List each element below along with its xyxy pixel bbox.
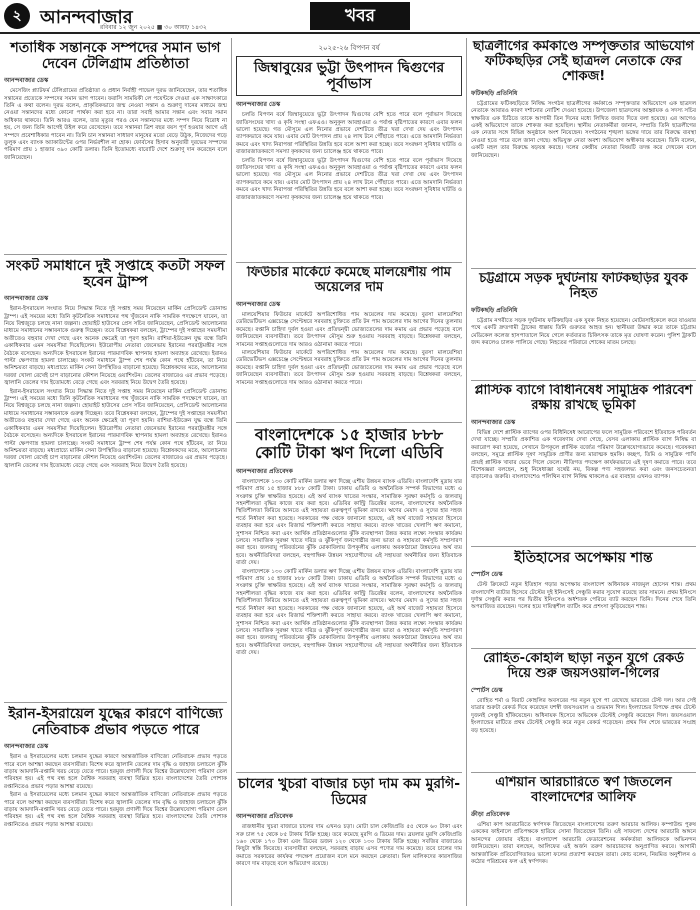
article-byline: আনন্দবাজার প্রতিবেদক — [236, 467, 293, 475]
article-body: ইরান ও ইসরায়েলের মধ্যে চলমান যুদ্ধের কারণে আন্তর্জাতিক বাণিজ্যে নেতিবাচক প্রভাব পড়তে পারে বলে আশঙ্কা করছেন ব্যবসায়ীরা। বিশেষ করে জ্বালানি তেলের দাম বৃদ্ধি ও জাহাজ চলাচলে ঝুঁকি বাড়ায় আমদানি-রপ্তানি খরচ বেড়ে যেতে পারে। হরমুজ প্রণালী দিয়ে বিশ্বের উল্লেখযোগ্য পরিমাণ তেল পরিবহন হয়। এই পথ বন্ধ হলে বৈশ্বিক সরবরাহ ব্যবস্থা বিঘ্নিত হবে। বাংলাদেশের তৈরি পোশাক রপ্তানিতেও প্রভাব পড়ার আশঙ্কা রয়েছে। ইরান ও ইসরায়েলের মধ্যে চলমান যুদ্ধের কারণে আন্তর্জাতিক বাণিজ্যে নেতিবাচক প্রভাব পড়তে পারে বলে আশঙ্কা করছেন ব্যবসায়ীরা। বিশেষ করে জ্বালানি তেলের দাম বৃদ্ধি ও জাহাজ চলাচলে ঝুঁকি বাড়ায় আমদানি-রপ্তানি খরচ বেড়ে যেতে পারে। হরমুজ প্রণালী দিয়ে বিশ্বের উল্লেখযোগ্য পরিমাণ তেল পরিবহন হয়। এই পথ বন্ধ হলে বৈশ্বিক সরবরাহ ব্যবস্থা বিঘ্নিত হবে। বাংলাদেশের তৈরি পোশাক রপ্তানিতেও প্রভাব পড়ার আশঙ্কা রয়েছে। — [4, 754, 227, 828]
article-byline: আনন্দবাজার প্রতিবেদক — [236, 813, 293, 821]
article-byline: আনন্দবাজার ডেস্ক — [236, 101, 281, 109]
article-byline: স্পোর্টস ডেস্ক — [471, 571, 503, 579]
article-chhatra — [471, 40, 696, 266]
article-body: টেস্ট ক্রিকেটে নতুন ইতিহাস গড়ার অপেক্ষায় বাংলাদেশ অধিনায়ক নাজমুল হোসেন শান্ত। প্রথম বাংলাদেশি ব্যাটার হিসেবে টেস্টের দুই ইনিংসেই সেঞ্চুরি করার সুযোগ রয়েছে তার সামনে। প্রথম ইনিংসে দুর্দান্ত সেঞ্চুরি করার পর দ্বিতীয় ইনিংসেও অর্ধশতক পেরিয়ে ব্যাট করছেন তিনি। দিনের শেষে তিনি অপরাজিত রয়েছেন। দলের হয়ে দায়িত্বশীল ব্যাটিং করে প্রশংসা কুড়িয়েছেন শান্ত। — [471, 582, 696, 611]
article-headline: ছাত্রলীগের কর্মকাণ্ডে সম্পৃক্ততার অভিযোগ ফটিকছড়ির সেই ছাত্রদল নেতাকে ফের শোকজ! — [472, 40, 695, 84]
article-headline: জিম্বাবুয়ের ভুট্টা উৎপাদন দ্বিগুণের পূর্বাভাস — [236, 56, 462, 96]
article-divider — [236, 262, 462, 263]
article-headline: ফিউচার মার্কেটে কমেছে মালয়েশীয় পাম অয়েলের দাম — [246, 266, 452, 295]
article-archery — [471, 776, 696, 906]
article-body: চট্টগ্রাম নগরীতে সড়ক দুর্ঘটনায় ফটিকছড়ির এক যুবক নিহত হয়েছেন। মোটরসাইকেলে করে যাওয়ার পথে একটি দ্রুতগামী ট্রাকের ধাক্কায় তিনি গুরুতর আহত হন। স্থানীয়রা উদ্ধার করে তাকে চট্টগ্রাম মেডিকেল কলেজ হাসপাতালে নিয়ে গেলে কর্তব্যরত চিকিৎসক তাকে মৃত ঘোষণা করেন। পুলিশ ট্রাকটি জব্দ করলেও চালক পালিয়ে গেছে। নিহতের পরিবারে শোকের মাতম চলছে। — [471, 317, 696, 347]
article-divider — [236, 422, 462, 423]
article-kicker: ২০২৫-২৬ বিপণন বর্ষ — [318, 44, 380, 52]
article-headline: সংকট সমাধানে দুই সপ্তাহে কতটা সফল হবেন ট্রাম্প — [6, 258, 225, 291]
article-byline: আনন্দবাজার ডেস্ক — [4, 77, 49, 85]
article-byline: আনন্দবাজার ডেস্ক — [236, 300, 281, 308]
article-body: বাংলাদেশকে ১৩০ কোটি মার্কিন ডলার ঋণ দিচ্ছে এশীয় উন্নয়ন ব্যাংক এডিবি। বাংলাদেশি মুদ্রায় যার পরিমাণ প্রায় ১৫ হাজার ৮৮৮ কোটি টাকা। ঢাকায় এডিবি ও অর্থনৈতিক সম্পর্ক বিভাগের মধ্যে এ সংক্রান্ত চুক্তি স্বাক্ষরিত হয়েছে। এই অর্থ ব্যাংক খাতের সংস্কার, সামাজিক সুরক্ষা কর্মসূচি ও জলবায়ু সহনশীলতা বৃদ্ধির কাজে ব্যয় করা হবে। এডিবির কান্ট্রি ডিরেক্টর বলেন, বাংলাদেশের অর্থনৈতিক স্থিতিশীলতা ফিরিয়ে আনতে এই সহায়তা গুরুত্বপূর্ণ ভূমিকা রাখবে। ঋণের মেয়াদ ও সুদের হার সহজ শর্তে নির্ধারণ করা হয়েছে। সরকারের পক্ষ থেকে জানানো হয়েছে, এই অর্থ বাজেট সহায়তা হিসেবে ব্যবহার করা হবে এবং রিজার্ভ শক্তিশালী করতে সাহায্য করবে। ব্যাংক খাতের খেলাপি ঋণ কমানো, সুশাসন নিশ্চিত করা এবং আর্থিক প্রতিষ্ঠানগুলোর ঝুঁকি ব্যবস্থাপনা উন্নত করার লক্ষ্যে সংস্কার কার্যক্রম চলবে। সামাজিক সুরক্ষা খাতে দরিদ্র ও ঝুঁকিপূর্ণ জনগোষ্ঠীর জন্য ভাতা ও সহায়তা কর্মসূচি সম্প্রসারণ করা হবে। জলবায়ু পরিবর্তনের ঝুঁকি মোকাবিলায় উপকূলীয় এলাকায় অবকাঠামো উন্নয়নেও অর্থ ব্যয় হবে। অর্থনীতিবিদরা বলছেন, বহুপাক্ষিক উন্নয়ন সহযোগীদের এই সহায়তা অর্থনীতির জন্য ইতিবাচক বার্তা দেয়। বাংলাদেশকে ১৩০ কোটি মার্কিন ডলার ঋণ দিচ্ছে এশীয় উন্নয়ন ব্যাংক এডিবি। বাংলাদেশি মুদ্রায় যার পরিমাণ প্রায় ১৫ হাজার ৮৮৮ কোটি টাকা। ঢাকায় এডিবি ও অর্থনৈতিক সম্পর্ক বিভাগের মধ্যে এ সংক্রান্ত চুক্তি স্বাক্ষরিত হয়েছে। এই অর্থ ব্যাংক খাতের সংস্কার, সামাজিক সুরক্ষা কর্মসূচি ও জলবায়ু সহনশীলতা বৃদ্ধির কাজে ব্যয় করা হবে। এডিবির কান্ট্রি ডিরেক্টর বলেন, বাংলাদেশের অর্থনৈতিক স্থিতিশীলতা ফিরিয়ে আনতে এই সহায়তা গুরুত্বপূর্ণ ভূমিকা রাখবে। ঋণের মেয়াদ ও সুদের হার সহজ শর্তে নির্ধারণ করা হয়েছে। সরকারের পক্ষ থেকে জানানো হয়েছে, এই অর্থ বাজেট সহায়তা হিসেবে ব্যবহার করা হবে এবং রিজার্ভ শক্তিশালী করতে সাহায্য করবে। ব্যাংক খাতের খেলাপি ঋণ কমানো, সুশাসন নিশ্চিত করা এবং আর্থিক প্রতিষ্ঠানগুলোর ঝুঁকি ব্যবস্থাপনা উন্নত করার লক্ষ্যে সংস্কার কার্যক্রম চলবে। সামাজিক সুরক্ষা খাতে দরিদ্র ও ঝুঁকিপূর্ণ জনগোষ্ঠীর জন্য ভাতা ও সহায়তা কর্মসূচি সম্প্রসারণ করা হবে। জলবায়ু পরিবর্তনের ঝুঁকি মোকাবিলায় উপকূলীয় এলাকায় অবকাঠামো উন্নয়নেও অর্থ ব্যয় হবে। অর্থনীতিবিদরা বলছেন, বহুপাক্ষিক উন্নয়ন সহযোগীদের এই সহায়তা অর্থনীতির জন্য ইতিবাচক বার্তা দেয়। — [236, 478, 462, 657]
article-trump — [4, 258, 227, 698]
dateline: রবিবার ১২ জুন ২০২৫ ■ ৩০ আষাঢ় ১৪৩২ — [100, 24, 207, 31]
article-headline: চট্টগ্রামে সড়ক দুর্ঘটনায় ফটিকছড়ির যুবক নিহত — [479, 272, 688, 301]
column-divider — [231, 38, 232, 906]
article-headline: ইতিহাসের অপেক্ষায় শান্ত — [514, 550, 653, 566]
article-plastic — [471, 384, 696, 544]
article-rice — [236, 776, 462, 906]
column-divider — [466, 38, 467, 906]
article-headline: শতাধিক সন্তানকে সম্পদের সমান ভাগ দেবেন টেলিগ্রাম প্রতিষ্ঠাতা — [10, 40, 221, 73]
article-byline: আনন্দবাজার ডেস্ক — [4, 743, 49, 751]
article-byline: ফটিকছড়ি প্রতিনিধি — [471, 306, 518, 314]
article-zimbabwe — [236, 40, 462, 260]
article-headline: রোহিত-কোহলি ছাড়া নতুন যুগে রেকর্ড দিয়ে শুরু জয়সওয়াল-গিলের — [483, 652, 684, 681]
masthead — [0, 0, 700, 34]
article-body: চট্টগ্রামের ফটিকছড়িতে নিষিদ্ধ সংগঠন ছাত্রলীগের কর্মকাণ্ডে সম্পৃক্ততার অভিযোগে এক ছাত্রদল নেতাকে আবারও কারণ দর্শানোর নোটিশ দেওয়া হয়েছে। উপজেলা ছাত্রদলের আহ্বায়ক ও সদস্য সচিব স্বাক্ষরিত এক চিঠিতে তাকে আগামী তিন দিনের মধ্যে লিখিত জবাব দিতে বলা হয়েছে। এর আগেও একই অভিযোগে তাকে শোকজ করা হয়েছিল। স্থানীয় নেতাকর্মীরা জানান, সম্প্রতি তিনি ছাত্রলীগের এক নেতার সঙ্গে বিভিন্ন অনুষ্ঠানে অংশ নিয়েছেন। সংগঠনের শৃঙ্খলা ভঙ্গের দায়ে তার বিরুদ্ধে ব্যবস্থা নেওয়া হতে পারে বলে জানা গেছে। অভিযুক্ত নেতা অবশ্য অভিযোগ অস্বীকার করেছেন। তিনি বলেন, একটি মহল তার বিরুদ্ধে ষড়যন্ত্র করছে। দলের কেন্দ্রীয় নেতারা বিষয়টি তদন্ত করে দেখবেন বলে জানিয়েছেন। — [471, 100, 696, 159]
article-divider — [4, 702, 227, 703]
article-body: চলতি বিপণন বর্ষে জিম্বাবুয়েতে ভুট্টা উৎপাদন দ্বিগুণের বেশি হতে পারে বলে পূর্বাভাস দিয়েছে জাতিসংঘের খাদ্য ও কৃষি সংস্থা এফএও। অনুকূল আবহাওয়া ও পর্যাপ্ত বৃষ্টিপাতের কারণে এবার ফলন ভালো হয়েছে। গত মৌসুমে এল নিনোর প্রভাবে দেশটিতে তীব্র খরা দেখা দেয় এবং উৎপাদন ব্যাপকভাবে কমে যায়। এবার মোট উৎপাদন প্রায় ২৪ লাখ টনে পৌঁছাতে পারে। এতে আমদানি নির্ভরতা কমবে এবং খাদ্য নিরাপত্তা পরিস্থিতির উন্নতি হবে বলে আশা করা হচ্ছে। তবে সংরক্ষণ সুবিধার ঘাটতি ও বাজারজাতকরণে সমস্যা কৃষকদের জন্য চ্যালেঞ্জ হয়ে থাকতে পারে। চলতি বিপণন বর্ষে জিম্বাবুয়েতে ভুট্টা উৎপাদন দ্বিগুণের বেশি হতে পারে বলে পূর্বাভাস দিয়েছে জাতিসংঘের খাদ্য ও কৃষি সংস্থা এফএও। অনুকূল আবহাওয়া ও পর্যাপ্ত বৃষ্টিপাতের কারণে এবার ফলন ভালো হয়েছে। গত মৌসুমে এল নিনোর প্রভাবে দেশটিতে তীব্র খরা দেখা দেয় এবং উৎপাদন ব্যাপকভাবে কমে যায়। এবার মোট উৎপাদন প্রায় ২৪ লাখ টনে পৌঁছাতে পারে। এতে আমদানি নির্ভরতা কমবে এবং খাদ্য নিরাপত্তা পরিস্থিতির উন্নতি হবে বলে আশা করা হচ্ছে। তবে সংরক্ষণ সুবিধার ঘাটতি ও বাজারজাতকরণে সমস্যা কৃষকদের জন্য চ্যালেঞ্জ হয়ে থাকতে পারে। — [236, 112, 462, 201]
article-telegram — [4, 40, 227, 252]
article-body: রোহিত শর্মা ও বিরাট কোহলির অবসরের পর নতুন যুগে পা রেখেছে ভারতের টেস্ট দল। আর সেই যাত্রার শুরুটা রেকর্ড দিয়ে করেছেন যশস্বী জয়সওয়াল ও শুভমান গিল। ইংল্যান্ডের বিপক্ষে প্রথম টেস্টে দুজনই সেঞ্চুরি হাঁকিয়েছেন। অধিনায়ক হিসেবে অভিষেক টেস্টেই সেঞ্চুরি করেছেন গিল। জয়সওয়াল ইংল্যান্ডের মাটিতে প্রথম টেস্টেই সেঞ্চুরি করে নতুন রেকর্ড গড়েছেন। প্রথম দিন শেষে ভারতের সংগ্রহ বড় হয়েছে। — [471, 697, 696, 734]
article-body: বিভিন্ন দেশে প্লাস্টিক ব্যাগের ওপর বিধিনিষেধ আরোপের ফলে সামুদ্রিক পরিবেশে ইতিবাচক পরিবর্তন দেখা যাচ্ছে। সম্প্রতি প্রকাশিত এক গবেষণায় দেখা গেছে, যেসব এলাকায় প্লাস্টিক ব্যাগ নিষিদ্ধ বা করারোপ করা হয়েছে, সেখানে উপকূলে প্লাস্টিক বর্জ্যের পরিমাণ উল্লেখযোগ্যভাবে কমেছে। গবেষকরা বলছেন, সমুদ্রে প্লাস্টিক দূষণ সামুদ্রিক প্রাণীর জন্য মারাত্মক হুমকি। কচ্ছপ, তিমি ও সামুদ্রিক পাখি প্রায়ই প্লাস্টিক খাবার ভেবে গিলে ফেলে। নীতিগত পদক্ষেপ কার্যকরভাবে এই দূষণ কমাতে পারে। তবে বিশেষজ্ঞরা বলছেন, শুধু নিষেধাজ্ঞা যথেষ্ট নয়, বিকল্প পণ্য সহজলভ্য করা এবং জনসচেতনতা বাড়ানোও জরুরি। বাংলাদেশেও পলিথিন ব্যাগ নিষিদ্ধ থাকলেও এর ব্যবহার এখনও ব্যাপক। — [471, 429, 696, 481]
article-headline: প্লাস্টিক ব্যাগে বিধিনিষেধ সামুদ্রিক পরিবেশ রক্ষায় রাখছে ভূমিকা — [474, 384, 693, 413]
article-headline: চালের খুচরা বাজার চড়া দাম কম মুরগি-ডিমের — [237, 776, 461, 809]
article-india — [471, 652, 696, 770]
article-divider — [471, 648, 696, 649]
article-byline: আনন্দবাজার ডেস্ক — [4, 295, 49, 303]
article-divider — [4, 254, 227, 255]
article-headline: বাংলাদেশকে ১৫ হাজার ৮৮৮ কোটি টাকা ঋণ দিলো এডিবি — [254, 426, 444, 463]
article-byline: ফটিকছড়ি প্রতিনিধি — [471, 89, 518, 97]
article-headline: ইরান-ইসরায়েল যুদ্ধের কারণে বাণিজ্যে নেতিবাচক প্রভাব পড়তে পারে — [8, 706, 223, 739]
page-number: ২ — [4, 3, 30, 29]
article-byline: ক্রীড়া প্রতিবেদক — [471, 810, 510, 818]
article-body: রাজধানীর খুচরা বাজারে চালের দাম এখনও চড়া। মোটা চাল কেজিপ্রতি ৫৫ থেকে ৬০ টাকা এবং সরু চাল ৭৫ থেকে ৮৫ টাকায় বিক্রি হচ্ছে। তবে কমেছে মুরগি ও ডিমের দাম। ব্রয়লার মুরগি কেজিপ্রতি ১৬০ থেকে ১৭০ টাকা এবং ডিমের ডজন ১২০ থেকে ১৩০ টাকায় বিক্রি হচ্ছে। সবজির বাজারেও কিছুটা স্বস্তি ফিরেছে। ব্যবসায়ীরা বলছেন, সরবরাহ বাড়ায় এসব পণ্যের দাম কমেছে। তবে চালের দাম কমাতে সরকারের কার্যকর পদক্ষেপ প্রয়োজন বলে মনে করছেন ক্রেতারা। মিল মালিকদের কারসাজির কারণে দাম বাড়ছে বলে অভিযোগ রয়েছে। — [236, 824, 462, 868]
article-divider — [471, 546, 696, 547]
article-divider — [471, 380, 696, 381]
article-divider — [471, 772, 696, 773]
article-accident — [471, 272, 696, 378]
article-body: এশিয়া কাপ আরচারিতে স্বর্ণপদক জিতেছেন বাংলাদেশের তরুণ আরচার আলিফ। কম্পাউন্ড পুরুষ এককের ফাইনালে প্রতিপক্ষকে হারিয়ে সোনা জিতেছেন তিনি। এই সাফল্যে দেশের আরচারি অঙ্গনে আনন্দের জোয়ার বইছে। বাংলাদেশ আরচারি ফেডারেশনের কর্মকর্তারা আলিফকে অভিনন্দন জানিয়েছেন। তারা বলছেন, আলিফের এই অর্জন তরুণ আরচারদের অনুপ্রাণিত করবে। আগামী আন্তর্জাতিক প্রতিযোগিতায়ও ভালো ফলের প্রত্যাশা করছেন তারা। কোচ বলেন, নিয়মিত অনুশীলন ও কঠোর পরিশ্রমের ফল এই স্বর্ণপদক। — [471, 821, 696, 865]
article-palm-oil — [236, 266, 462, 420]
article-body: ইরান-ইসরায়েল সংঘাত নিয়ে সিদ্ধান্ত নিতে দুই সপ্তাহ সময় নিয়েছেন মার্কিন প্রেসিডেন্ট ডোনাল্ড ট্রাম্প। এই সময়ের মধ্যে তিনি কূটনৈতিক সমাধানের পথ খুঁজবেন নাকি সামরিক পদক্ষেপে যাবেন, তা নিয়ে বিশ্বজুড়ে চলছে নানা জল্পনা। হোয়াইট হাউসের প্রেস সচিব জানিয়েছেন, প্রেসিডেন্ট আলোচনার মাধ্যমে সমাধানের সম্ভাবনাকে গুরুত্ব দিচ্ছেন। তবে বিশ্লেষকরা বলছেন, ট্রাম্পের দুই সপ্তাহের সময়সীমা অতীতেও বহুবার দেখা গেছে এবং অনেক ক্ষেত্রেই তা পূরণ হয়নি। রাশিয়া-ইউক্রেন যুদ্ধ বন্ধে তিনি একাধিকবার এমন সময়সীমা দিয়েছিলেন। ইউরোপীয় নেতারা জেনেভায় ইরানের পররাষ্ট্রমন্ত্রীর সঙ্গে বৈঠকে বসেছেন। অন্যদিকে ইসরায়েল ইরানের পারমাণবিক স্থাপনায় হামলা অব্যাহত রেখেছে। ইরানও পাল্টা ক্ষেপণাস্ত্র হামলা চালাচ্ছে। সংকট সমাধানে ট্রাম্প শেষ পর্যন্ত কোন পথে হাঁটবেন, তা নিয়ে অনিশ্চয়তা বাড়ছে। মধ্যপ্রাচ্যে মার্কিন সেনা উপস্থিতিও বাড়ানো হয়েছে। বিশ্লেষকদের মতে, আলোচনার দরজা খোলা রেখেই চাপ বাড়ানোর কৌশল নিয়েছে ওয়াশিংটন। তেলের বাজারেও এর প্রভাব পড়েছে। জ্বালানি তেলের দাম ইতোমধ্যে বেড়ে গেছে এবং সরবরাহ নিয়ে উদ্বেগ তৈরি হয়েছে। ইরান-ইসরায়েল সংঘাত নিয়ে সিদ্ধান্ত নিতে দুই সপ্তাহ সময় নিয়েছেন মার্কিন প্রেসিডেন্ট ডোনাল্ড ট্রাম্প। এই সময়ের মধ্যে তিনি কূটনৈতিক সমাধানের পথ খুঁজবেন নাকি সামরিক পদক্ষেপে যাবেন, তা নিয়ে বিশ্বজুড়ে চলছে নানা জল্পনা। হোয়াইট হাউসের প্রেস সচিব জানিয়েছেন, প্রেসিডেন্ট আলোচনার মাধ্যমে সমাধানের সম্ভাবনাকে গুরুত্ব দিচ্ছেন। তবে বিশ্লেষকরা বলছেন, ট্রাম্পের দুই সপ্তাহের সময়সীমা অতীতেও বহুবার দেখা গেছে এবং অনেক ক্ষেত্রেই তা পূরণ হয়নি। রাশিয়া-ইউক্রেন যুদ্ধ বন্ধে তিনি একাধিকবার এমন সময়সীমা দিয়েছিলেন। ইউরোপীয় নেতারা জেনেভায় ইরানের পররাষ্ট্রমন্ত্রীর সঙ্গে বৈঠকে বসেছেন। অন্যদিকে ইসরায়েল ইরানের পারমাণবিক স্থাপনায় হামলা অব্যাহত রেখেছে। ইরানও পাল্টা ক্ষেপণাস্ত্র হামলা চালাচ্ছে। সংকট সমাধানে ট্রাম্প শেষ পর্যন্ত কোন পথে হাঁটবেন, তা নিয়ে অনিশ্চয়তা বাড়ছে। মধ্যপ্রাচ্যে মার্কিন সেনা উপস্থিতিও বাড়ানো হয়েছে। বিশ্লেষকদের মতে, আলোচনার দরজা খোলা রেখেই চাপ বাড়ানোর কৌশল নিয়েছে ওয়াশিংটন। তেলের বাজারেও এর প্রভাব পড়েছে। জ্বালানি তেলের দাম ইতোমধ্যে বেড়ে গেছে এবং সরবরাহ নিয়ে উদ্বেগ তৈরি হয়েছে। — [4, 306, 227, 469]
article-shanto — [471, 550, 696, 646]
article-adb — [236, 426, 462, 770]
article-iran-trade — [4, 706, 227, 906]
article-byline: আনন্দবাজার ডেস্ক — [471, 418, 516, 426]
article-headline: এশিয়ান আরচারিতে স্বর্ণ জিতলেন বাংলাদেশের আলিফ — [495, 776, 672, 805]
article-divider — [471, 268, 696, 269]
article-body: মেসেজিং প্ল্যাটফর্ম টেলিগ্রামের প্রতিষ্ঠাতা ও প্রধান নির্বাহী পাভেল দুরভ জানিয়েছেন, তার শতাধিক সন্তানের প্রত্যেকে সম্পদের সমান ভাগ পাবেন। ফরাসি সাময়িকী লে পয়েন্টকে দেওয়া এক সাক্ষাৎকারে তিনি এ কথা বলেন। দুরভ বলেন, প্রাকৃতিকভাবে জন্ম নেওয়া সন্তান ও শুক্রাণু দানের মাধ্যমে জন্ম নেওয়া সন্তানদের মধ্যে কোনো পার্থক্য করা হবে না। তারা সবাই আমার সন্তান এবং সবার সমান অধিকার থাকবে। তিনি আরও বলেন, তার মৃত্যুর পরও যেন সন্তানদের মধ্যে সম্পদ নিয়ে বিরোধ না হয়, সে জন্য তিনি আগেই উইল করে রেখেছেন। তবে সন্তানরা ত্রিশ বছর বয়স পূর্ণ হওয়ার আগে এই সম্পদে প্রবেশাধিকার পাবেন না। তিনি চান সন্তানরা সাধারণ মানুষের মতো বেড়ে উঠুক, নিজেদের গড়ে তুলুক এবং ব্যাংক অ্যাকাউন্টের ওপর নির্ভরশীল না হোক। ফোর্বসের হিসাব অনুযায়ী দুরভের সম্পদের পরিমাণ প্রায় ১ হাজার ৩৯০ কোটি ডলার। তিনি ইতোমধ্যে বারোটি দেশে শুক্রাণু দান করেছেন বলে জানিয়েছেন। — [4, 88, 227, 161]
article-byline: স্পোর্টস ডেস্ক — [471, 686, 503, 694]
section-label: খবর — [310, 2, 410, 30]
article-divider — [236, 772, 462, 773]
newspaper-logo: আনন্দবাজার — [40, 7, 133, 28]
article-body: মালয়েশিয়ার ফিউচার মার্কেটে অপরিশোধিত পাম অয়েলের দাম কমেছে। বুরসা মালয়েশিয়া ডেরিভেটিভস এক্সচেঞ্জে সেপ্টেম্বরে সরবরাহ চুক্তিতে প্রতি টন পাম অয়েলের দাম আগের দিনের তুলনায় কমেছে। রপ্তানি চাহিদা দুর্বল হওয়া এবং প্রতিদ্বন্দ্বী ভোজ্যতেলের দাম কমায় এর প্রভাব পড়েছে বলে জানিয়েছেন ব্যবসায়ীরা। তবে উৎপাদন মৌসুম শুরু হওয়ায় সরবরাহ বাড়ছে। বিশ্লেষকরা বলছেন, সামনের সপ্তাহগুলোতে দাম আরও ওঠানামা করতে পারে। মালয়েশিয়ার ফিউচার মার্কেটে অপরিশোধিত পাম অয়েলের দাম কমেছে। বুরসা মালয়েশিয়া ডেরিভেটিভস এক্সচেঞ্জে সেপ্টেম্বরে সরবরাহ চুক্তিতে প্রতি টন পাম অয়েলের দাম আগের দিনের তুলনায় কমেছে। রপ্তানি চাহিদা দুর্বল হওয়া এবং প্রতিদ্বন্দ্বী ভোজ্যতেলের দাম কমায় এর প্রভাব পড়েছে বলে জানিয়েছেন ব্যবসায়ীরা। তবে উৎপাদন মৌসুম শুরু হওয়ায় সরবরাহ বাড়ছে। বিশ্লেষকরা বলছেন, সামনের সপ্তাহগুলোতে দাম আরও ওঠানামা করতে পারে। — [236, 311, 462, 386]
